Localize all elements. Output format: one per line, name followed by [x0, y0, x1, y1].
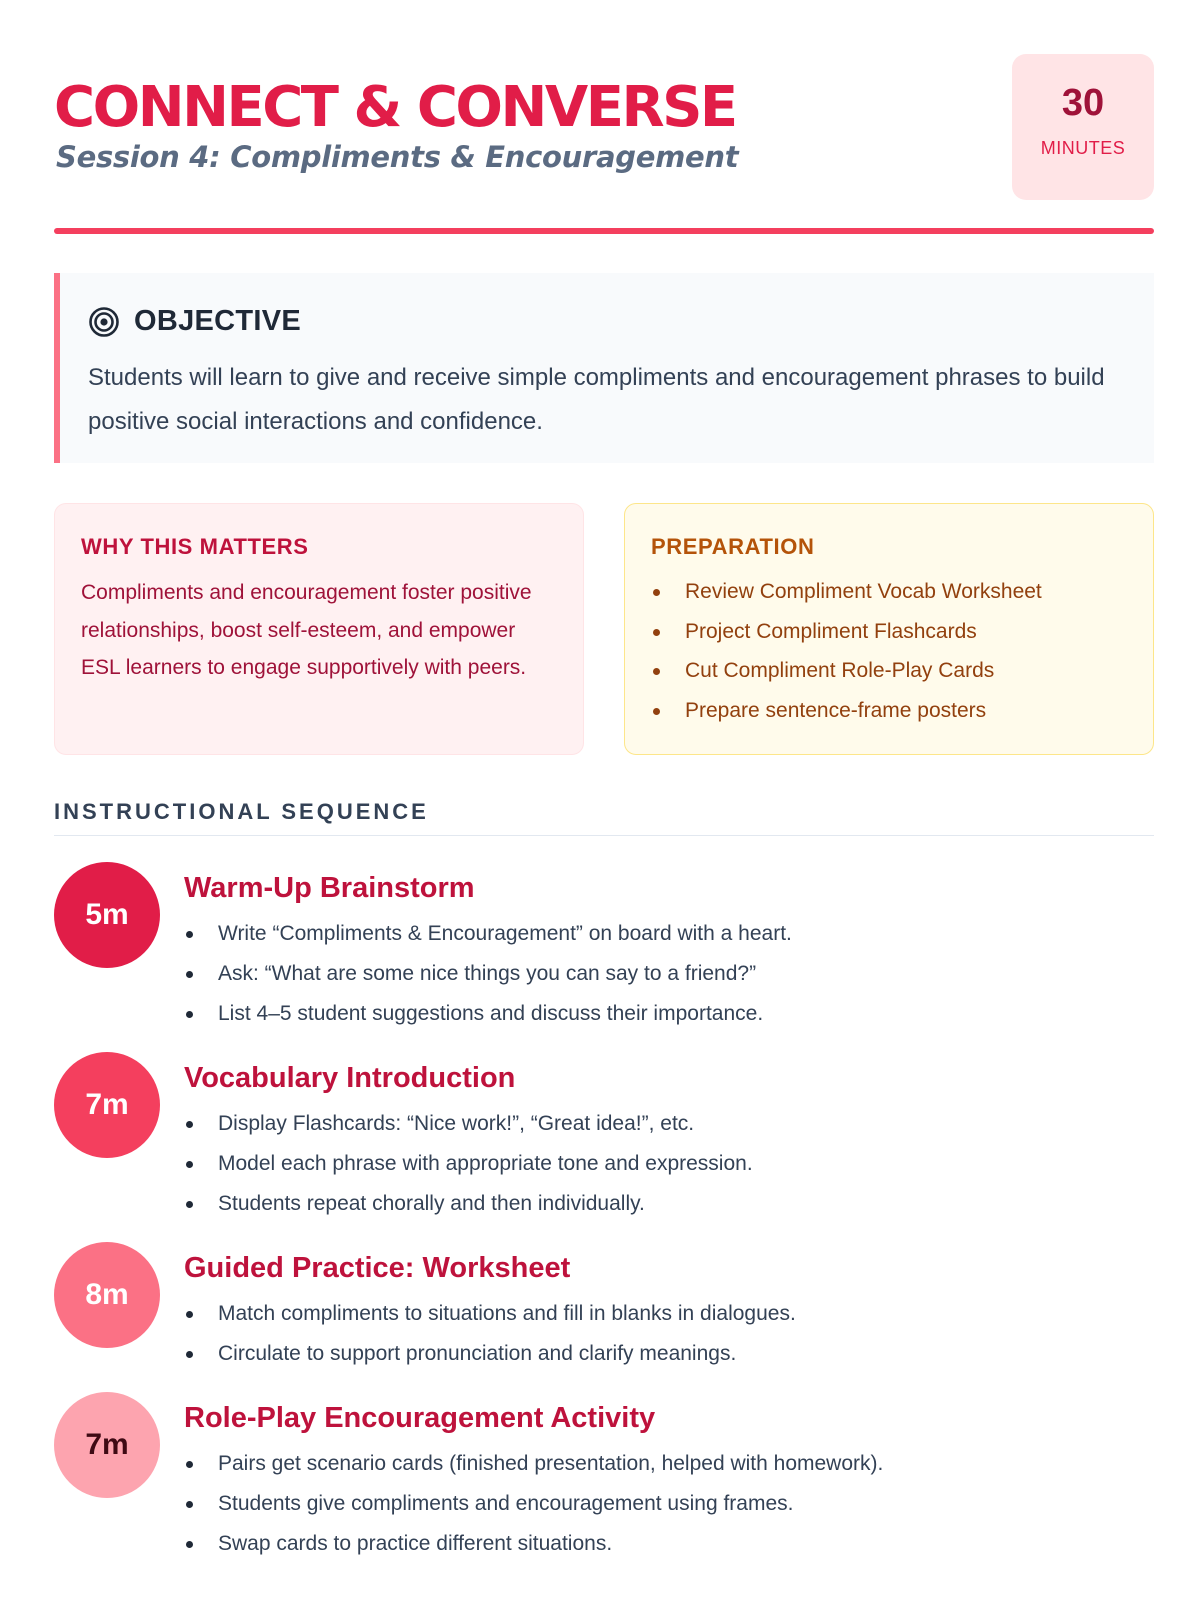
objective-panel [54, 273, 1154, 463]
step-item: Write “Compliments & Encouragement” on board with a heart. [184, 914, 1154, 954]
preparation-title: PREPARATION [651, 534, 815, 559]
step-item: Model each phrase with appropriate tone and expression. [184, 1144, 1154, 1184]
why-this-matters-card [54, 503, 584, 755]
step-list [184, 1104, 1154, 1224]
sequence-step [54, 1242, 1154, 1392]
preparation-item: Project Compliment Flashcards [651, 612, 1127, 652]
step-item: Pairs get scenario cards (finished presentation, helped with homework). [184, 1444, 1154, 1484]
step-item: Students give compliments and encouragement using frames. [184, 1484, 1154, 1524]
step-list [184, 914, 1154, 1034]
duration-unit: MINUTES [1040, 138, 1126, 158]
step-item: Match compliments to situations and fill in blanks in dialogues. [184, 1294, 1154, 1334]
step-item: List 4–5 student suggestions and discuss their importance. [184, 994, 1154, 1034]
objective-text: Students will learn to give and receive simple compliments and encouragement phrases to build positive social interactions and confidence. [88, 364, 1105, 435]
time-badge: 7m [54, 1392, 160, 1498]
why-text: Compliments and encouragement foster positive relationships, boost self-esteem, and empower ESL learners to engage supportively with peers. [81, 581, 532, 679]
step-title: Guided Practice: Worksheet [184, 1252, 571, 1284]
session-subtitle: Session 4: Compliments & Encouragement [56, 140, 739, 174]
duration-value: 30 [1061, 82, 1105, 124]
step-title: Role-Play Encouragement Activity [184, 1402, 656, 1434]
preparation-card [624, 503, 1154, 755]
preparation-list [651, 572, 1127, 730]
step-item: Display Flashcards: “Nice work!”, “Great idea!”, etc. [184, 1104, 1154, 1144]
why-title: WHY THIS MATTERS [81, 534, 309, 559]
sequence-step [54, 1392, 1154, 1562]
step-list [184, 1294, 1154, 1374]
info-cards [54, 503, 1154, 755]
step-item: Ask: “What are some nice things you can say to a friend?” [184, 954, 1154, 994]
step-item: Circulate to support pronunciation and clarify meanings. [184, 1334, 1154, 1374]
objective-title: OBJECTIVE [134, 305, 302, 337]
header-divider [54, 228, 1154, 234]
preparation-item: Cut Compliment Role-Play Cards [651, 651, 1127, 691]
target-icon [88, 306, 120, 338]
sequence-step [54, 862, 1154, 1052]
sequence-heading: INSTRUCTIONAL SEQUENCE [54, 799, 1154, 836]
header [54, 54, 1154, 230]
step-title: Vocabulary Introduction [184, 1062, 516, 1094]
time-badge: 5m [54, 862, 160, 968]
step-title: Warm-Up Brainstorm [184, 872, 475, 904]
time-badge: 7m [54, 1052, 160, 1158]
page-title: CONNECT & CONVERSE [54, 75, 736, 140]
step-item: Swap cards to practice different situations. [184, 1524, 1154, 1564]
step-item: Students repeat chorally and then individually. [184, 1184, 1154, 1224]
preparation-item: Review Compliment Vocab Worksheet [651, 572, 1127, 612]
duration-badge [1012, 54, 1154, 200]
preparation-item: Prepare sentence-frame posters [651, 691, 1127, 731]
step-list [184, 1444, 1154, 1564]
sequence-step [54, 1052, 1154, 1242]
time-badge: 8m [54, 1242, 160, 1348]
